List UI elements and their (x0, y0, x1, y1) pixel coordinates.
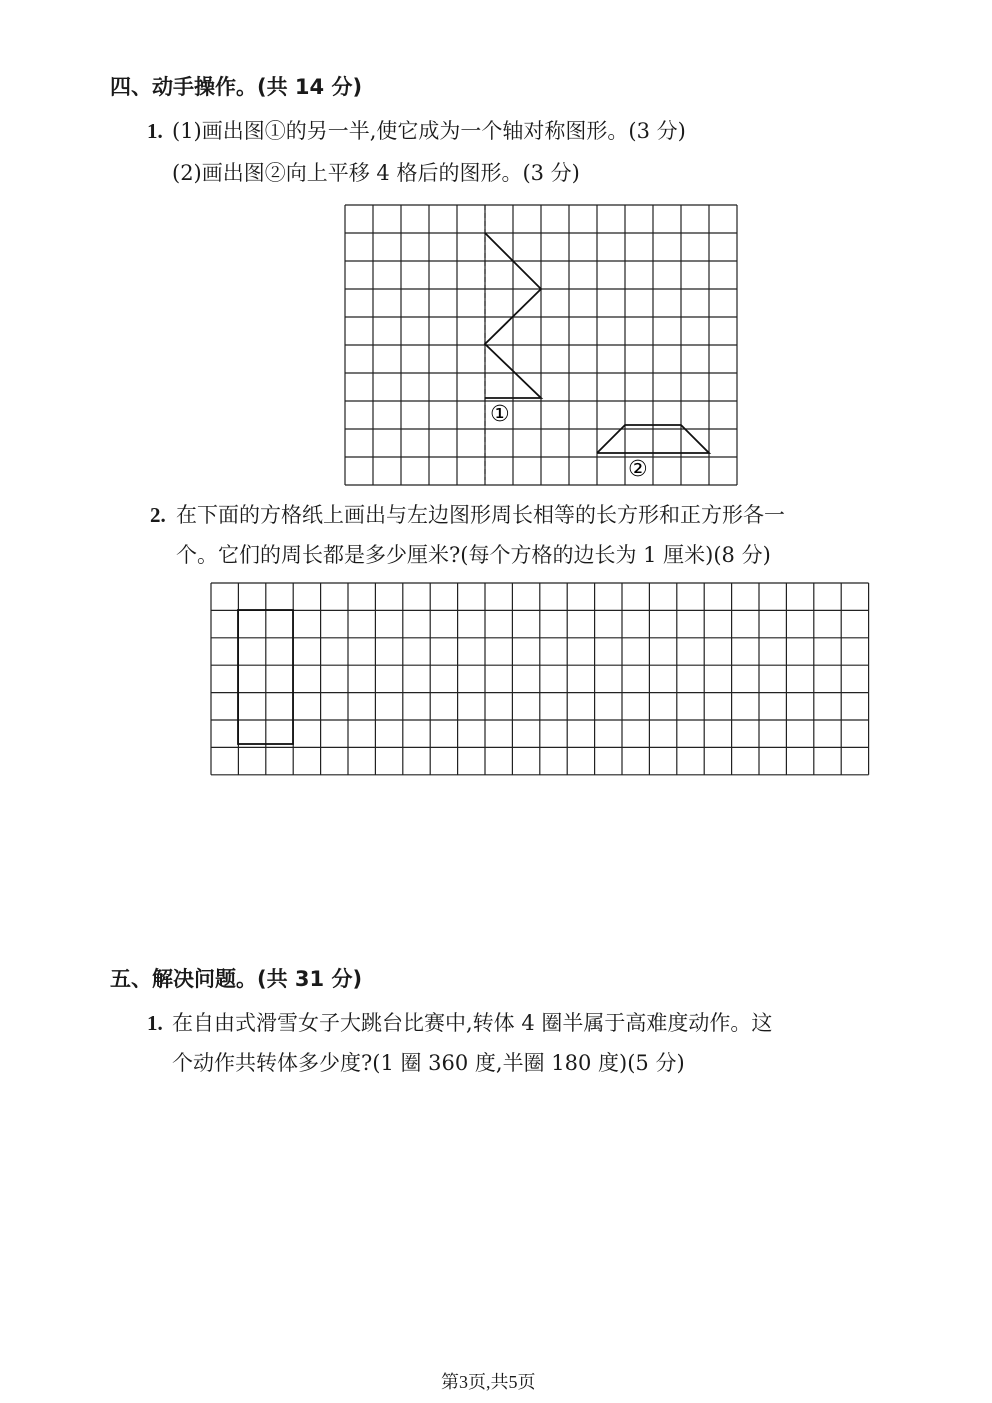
q2-line1: 在下面的方格纸上画出与左边图形周长相等的长方形和正方形各一 (176, 503, 785, 527)
section-4-title: 四、动手操作。(共 14 分) (110, 75, 363, 99)
grid-2-lines (211, 583, 869, 775)
page-footer: 第3页,共5页 (441, 1372, 536, 1392)
q2-number: 2. (150, 503, 166, 527)
section-5-title: 五、解决问题。(共 31 分) (110, 967, 363, 991)
q2-line2: 个。它们的周长都是多少厘米?(每个方格的边长为 1 厘米)(8 分) (176, 543, 771, 567)
figure-2-label: ② (628, 457, 648, 482)
q1-part2: (2)画出图②向上平移 4 格后的图形。(3 分) (172, 161, 580, 185)
q1-part1: (1)画出图①的另一半,使它成为一个轴对称图形。(3 分) (172, 119, 686, 143)
q1-number: 1. (147, 119, 163, 143)
figure-1-label: ① (490, 402, 510, 427)
s5-q1-line1: 在自由式滑雪女子大跳台比赛中,转体 4 圈半属于高难度动作。这 (172, 1011, 773, 1035)
s5-q1-number: 1. (147, 1011, 163, 1035)
s5-q1-line2: 个动作共转体多少度?(1 圈 360 度,半圈 180 度)(5 分) (172, 1051, 685, 1075)
